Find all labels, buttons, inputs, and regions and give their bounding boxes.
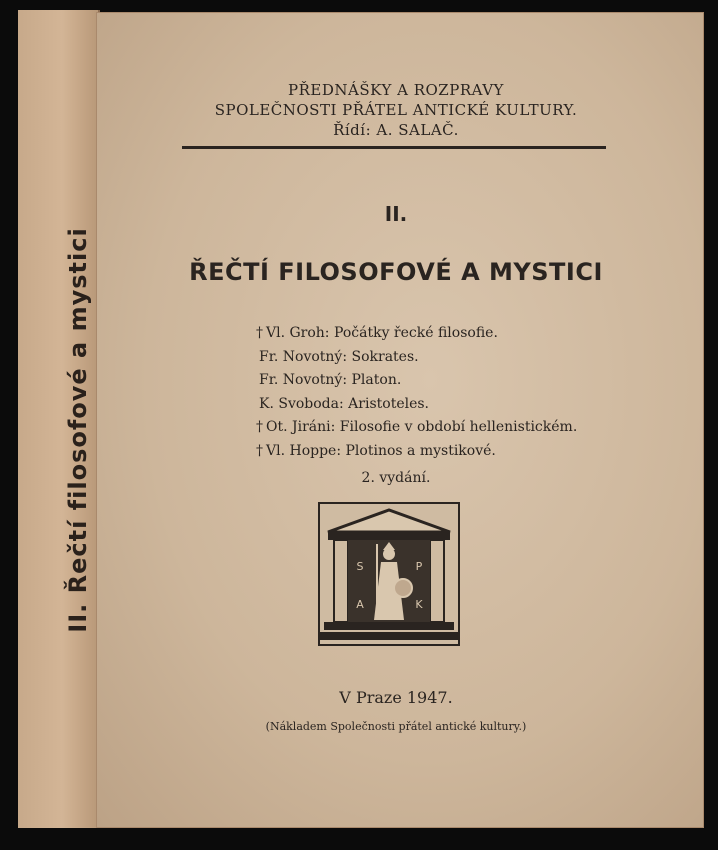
entry-author: Fr. Novotný:	[259, 372, 348, 388]
series-title-line2: SPOLEČNOSTI PŘÁTEL ANTICKÉ KULTURY.	[214, 101, 578, 119]
volume-number: II.	[384, 202, 408, 226]
place-year: V Praze 1947.	[339, 688, 453, 707]
spine-title: II. Řečtí filosofové a mystici	[64, 227, 92, 633]
book-spine	[18, 10, 100, 828]
book-title: ŘEČTÍ FILOSOFOVÉ A MYSTICI	[189, 258, 603, 286]
entry-author: Vl. Hoppe:	[266, 442, 342, 459]
emblem-letter-a: A	[356, 598, 364, 611]
edition-note: 2. vydání.	[361, 470, 431, 486]
entry-author: K. Svoboda:	[259, 395, 344, 412]
entry-topic: Počátky řecké filosofie.	[333, 325, 498, 341]
entry-author: Ot. Jiráni:	[266, 419, 336, 435]
entry-topic: Sokrates.	[351, 348, 419, 365]
entry-author: Fr. Novotný:	[259, 348, 348, 365]
contents-entry	[256, 322, 577, 346]
contents-entry	[256, 393, 577, 417]
temple-column-right	[430, 540, 444, 622]
temple-column-left	[334, 540, 348, 622]
entry-topic: Aristoteles.	[348, 395, 429, 412]
series-title-line1: PŘEDNÁŠKY A ROZPRAVY	[288, 81, 504, 99]
series-editor: Řídí: A. SALAČ.	[333, 121, 459, 139]
entry-topic: Filosofie v období hellenistickém.	[339, 419, 578, 435]
contents-list	[256, 322, 577, 463]
series-header	[182, 80, 610, 140]
emblem-letter-s: S	[356, 560, 364, 573]
contents-entry	[256, 440, 577, 464]
contents-entry	[256, 416, 577, 440]
deceased-mark: †	[256, 442, 263, 459]
temple-base	[320, 632, 458, 640]
entry-author: Vl. Groh:	[266, 325, 330, 341]
emblem-letter-p: P	[415, 560, 423, 573]
contents-entry	[256, 369, 577, 393]
temple-stylobate	[324, 622, 454, 630]
temple-emblem	[318, 502, 460, 646]
deceased-mark: †	[256, 419, 263, 435]
emblem-letter-k: K	[415, 598, 423, 611]
temple-architrave	[328, 532, 450, 540]
deceased-mark: †	[256, 325, 263, 341]
publisher-note: (Nákladem Společnosti přátel antické kultury.)	[265, 720, 527, 733]
entry-topic: Platon.	[351, 372, 402, 388]
entry-topic: Plotinos a mystikové.	[345, 442, 496, 459]
contents-entry	[256, 346, 577, 370]
header-rule	[182, 146, 606, 149]
